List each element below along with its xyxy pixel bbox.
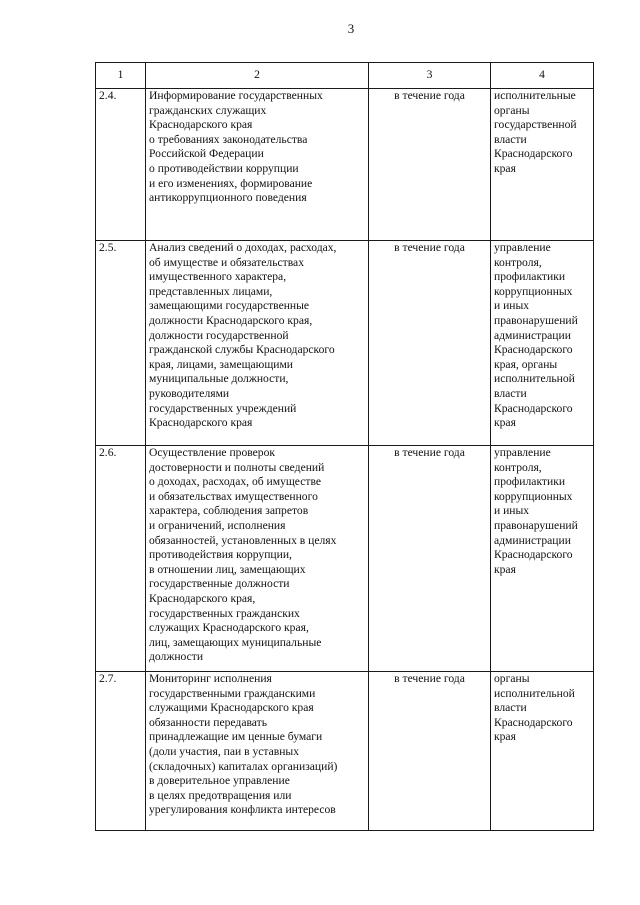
responsible-line: Краснодарского (494, 548, 573, 562)
description-line: обязанностей, установленных в целях (149, 533, 337, 547)
description-line: и обязательствах имущественного (149, 489, 318, 503)
table-row (96, 446, 594, 672)
responsible-line: администрации (494, 533, 571, 547)
description-line: характера, соблюдения запретов (149, 504, 309, 518)
description-line: государственные должности (149, 577, 290, 591)
description-line: урегулирования конфликта интересов (149, 803, 336, 817)
column-header-number: 1 (96, 63, 146, 89)
row-term: в течение года (369, 672, 491, 831)
description-line: о противодействии коррупции (149, 161, 299, 175)
responsible-line: края (494, 161, 516, 175)
responsible-line: Краснодарского (494, 147, 573, 161)
responsible-line: управление (494, 241, 551, 254)
responsible-line: профилактики (494, 270, 566, 284)
description-line: противодействия коррупции, (149, 548, 292, 562)
description-line: государственных гражданских (149, 606, 300, 620)
responsible-line: Краснодарского (494, 715, 573, 729)
description-line: (доли участия, паи в уставных (149, 744, 299, 758)
row-term: в течение года (369, 446, 491, 672)
table-row (96, 241, 594, 446)
responsible-line: края (494, 562, 516, 576)
responsible-line: профилактики (494, 475, 566, 489)
description-line: (складочных) капиталах организаций) (149, 759, 338, 773)
responsible-line: Краснодарского (494, 401, 573, 415)
row-description (146, 672, 369, 831)
description-line: представленных лицами, (149, 284, 273, 298)
description-line: Информирование государственных (149, 89, 323, 102)
description-line: об имуществе и обязательствах (149, 255, 304, 269)
row-term: в течение года (369, 89, 491, 241)
row-number: 2.6. (96, 446, 146, 672)
responsible-line: коррупционных (494, 489, 573, 503)
row-description (146, 89, 369, 241)
responsible-line: управление (494, 446, 551, 459)
table-row (96, 672, 594, 831)
description-line: государственными гражданскими (149, 686, 316, 700)
description-line: Краснодарского края, (149, 591, 256, 605)
description-line: имущественного характера, (149, 270, 287, 284)
description-line: обязанности передавать (149, 715, 267, 729)
row-term: в течение года (369, 241, 491, 446)
responsible-line: края (494, 416, 516, 430)
description-line: замещающими государственные (149, 299, 310, 313)
responsible-line: коррупционных (494, 284, 573, 298)
description-line: и ограничений, исполнения (149, 518, 286, 532)
row-responsible (491, 89, 594, 241)
description-line: Краснодарского края (149, 118, 253, 132)
description-line: должности Краснодарского края, (149, 313, 313, 327)
row-number: 2.7. (96, 672, 146, 831)
description-line: гражданской службы Краснодарского (149, 343, 335, 357)
row-description (146, 241, 369, 446)
row-number: 2.4. (96, 89, 146, 241)
responsible-line: края (494, 730, 516, 744)
page-number: 3 (347, 21, 355, 36)
row-number: 2.5. (96, 241, 146, 446)
row-responsible (491, 672, 594, 831)
description-line: Анализ сведений о доходах, расходах, (149, 241, 337, 254)
responsible-line: исполнительные (494, 89, 576, 102)
description-line: в отношении лиц, замещающих (149, 562, 306, 576)
table-header-row (96, 63, 594, 89)
table-row (96, 89, 594, 241)
responsible-line: власти (494, 132, 527, 146)
column-header-term: 3 (369, 63, 491, 89)
description-line: Осуществление проверок (149, 446, 276, 459)
description-line: антикоррупционного поведения (149, 191, 307, 205)
responsible-line: и иных (494, 504, 530, 518)
description-line: руководителями (149, 386, 230, 400)
row-description (146, 446, 369, 672)
responsible-line: края, органы (494, 357, 558, 371)
row-responsible (491, 241, 594, 446)
responsible-line: власти (494, 701, 527, 715)
column-header-responsible: 4 (491, 63, 594, 89)
responsible-line: контроля, (494, 460, 542, 474)
description-line: Российской Федерации (149, 147, 264, 161)
description-line: муниципальные должности, (149, 372, 289, 386)
description-line: принадлежащие им ценные бумаги (149, 730, 323, 744)
row-responsible (491, 446, 594, 672)
responsible-line: Краснодарского (494, 343, 573, 357)
description-line: служащих Краснодарского края, (149, 621, 309, 635)
description-line: края, лицами, замещающими (149, 357, 293, 371)
description-line: служащими Краснодарского края (149, 701, 314, 715)
description-line: о требованиях законодательства (149, 132, 308, 146)
description-line: государственных учреждений (149, 401, 297, 415)
responsible-line: власти (494, 386, 527, 400)
description-line: должности (149, 650, 204, 664)
responsible-line: органы (494, 103, 530, 117)
responsible-line: исполнительной (494, 372, 575, 386)
description-line: гражданских служащих (149, 103, 267, 117)
responsible-line: правонарушений (494, 313, 578, 327)
description-line: Мониторинг исполнения (149, 672, 272, 685)
description-line: достоверности и полноты сведений (149, 460, 325, 474)
measures-table (95, 62, 594, 831)
description-line: Краснодарского края (149, 416, 253, 430)
description-line: должности государственной (149, 328, 289, 342)
responsible-line: правонарушений (494, 518, 578, 532)
description-line: о доходах, расходах, об имуществе (149, 475, 322, 489)
responsible-line: и иных (494, 299, 530, 313)
description-line: в целях предотвращения или (149, 788, 292, 802)
responsible-line: администрации (494, 328, 571, 342)
responsible-line: государственной (494, 118, 577, 132)
description-line: и его изменениях, формирование (149, 176, 313, 190)
responsible-line: исполнительной (494, 686, 575, 700)
column-header-description: 2 (146, 63, 369, 89)
responsible-line: органы (494, 672, 530, 685)
responsible-line: контроля, (494, 255, 542, 269)
description-line: лиц, замещающих муниципальные (149, 635, 322, 649)
description-line: в доверительное управление (149, 774, 290, 788)
